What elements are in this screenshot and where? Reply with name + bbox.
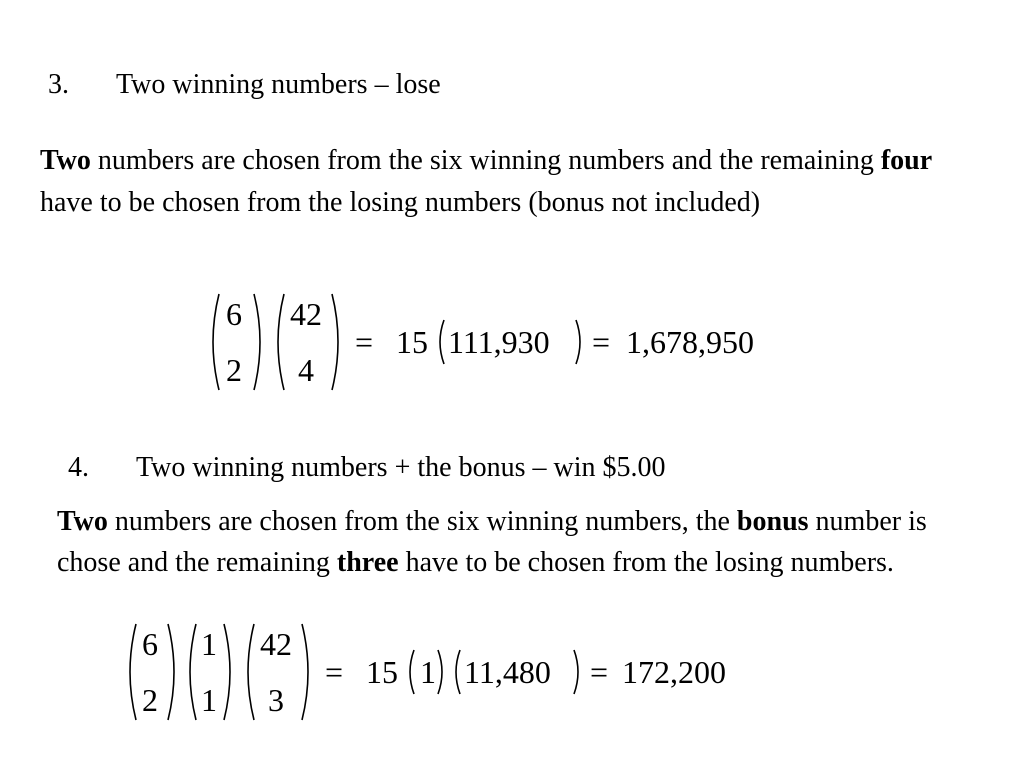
section-4-bold-three: three <box>336 547 399 578</box>
result: 1,678,950 <box>626 324 754 360</box>
section-3-number: 3. <box>48 69 69 100</box>
section-3-heading <box>48 68 441 102</box>
binom-a-right-paren <box>166 622 182 722</box>
equals-sign-4: = <box>590 654 609 690</box>
binom-1-top: 6 <box>226 296 242 332</box>
section-4-text-2: number is chose and the remaining <box>57 506 927 578</box>
inner-value-1: 1 <box>420 654 436 690</box>
binom-2-right-paren <box>330 292 346 392</box>
section-3-bold-two: Two <box>40 145 91 176</box>
inner-right-paren <box>574 318 586 366</box>
coefficient: 15 <box>396 324 428 360</box>
section-4-text-1: numbers are chosen from the six winning numbers, the <box>107 506 737 537</box>
inner-value: 111,930 <box>448 324 550 360</box>
section-4-number: 4. <box>68 452 89 483</box>
binom-1-right-paren <box>252 292 268 392</box>
binom-a-top: 6 <box>142 626 158 662</box>
inner-value-2: 11,480 <box>464 654 551 690</box>
section-4-bold-two: Two <box>57 506 108 537</box>
section-4-bold-bonus: bonus <box>736 506 809 537</box>
binom-b-bottom: 1 <box>201 682 217 718</box>
equals-sign-2: = <box>592 324 611 360</box>
equals-sign-3: = <box>325 654 344 690</box>
section-4-title: Two winning numbers + the bonus – win $5.00 <box>136 452 666 483</box>
equals-sign-1: = <box>355 324 374 360</box>
inner-1-left-paren <box>404 648 416 696</box>
section-3-bold-four: four <box>880 145 933 176</box>
binom-a-left-paren <box>122 622 138 722</box>
section-4-text-3: have to be chosen from the losing numbers. <box>398 547 894 578</box>
section-3-text-2: have to be chosen from the losing numbers (bonus not included) <box>40 187 761 218</box>
binom-2-top: 42 <box>290 296 322 332</box>
section-3-title: Two winning numbers – lose <box>116 69 441 100</box>
inner-2-left-paren <box>450 648 462 696</box>
section-3-text-1: numbers are chosen from the six winning numbers and the remaining <box>90 145 881 176</box>
coefficient-2: 15 <box>366 654 398 690</box>
binom-c-top: 42 <box>260 626 292 662</box>
binom-1-left-paren <box>205 292 221 392</box>
binom-b-left-paren <box>182 622 198 722</box>
binom-c-right-paren <box>300 622 316 722</box>
binom-2-bottom: 4 <box>298 352 314 388</box>
inner-left-paren <box>434 318 446 366</box>
section-3-paragraph <box>40 140 980 224</box>
section-4-paragraph <box>57 501 997 583</box>
binom-b-top: 1 <box>201 626 217 662</box>
binom-2-left-paren <box>270 292 286 392</box>
binom-c-left-paren <box>240 622 256 722</box>
binom-b-right-paren <box>222 622 238 722</box>
binom-a-bottom: 2 <box>142 682 158 718</box>
section-4-heading <box>68 451 665 485</box>
binom-c-bottom: 3 <box>268 682 284 718</box>
inner-2-right-paren <box>572 648 584 696</box>
inner-1-right-paren <box>436 648 448 696</box>
binom-1-bottom: 2 <box>226 352 242 388</box>
result-2: 172,200 <box>622 654 726 690</box>
